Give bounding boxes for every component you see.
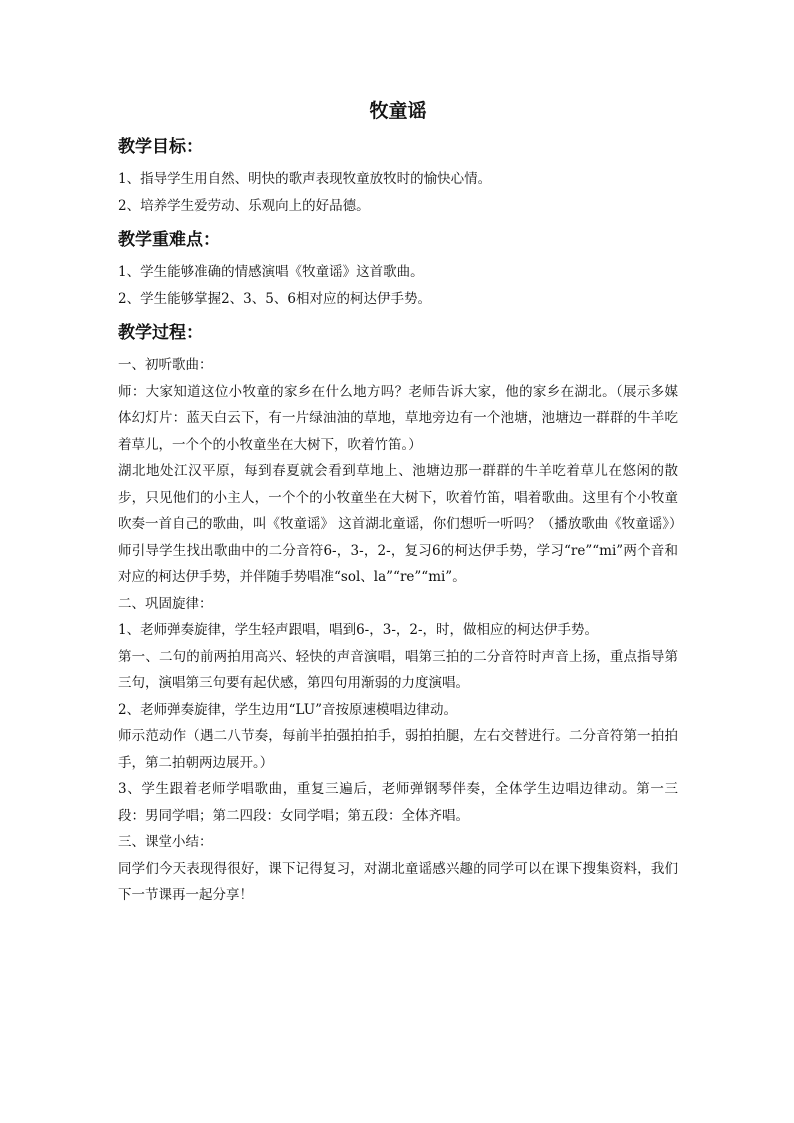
paragraph: 1、学生能够准确的情感演唱《牧童谣》这首歌曲。 (118, 264, 424, 280)
paragraph: 师示范动作（遇二八节奏，每前半拍强拍拍手，弱拍拍腿，左右交替进行。二分音符第一拍拍手，第二拍朝两边展开。） (118, 728, 678, 771)
paragraph: 二、巩固旋律： (118, 595, 213, 612)
paragraph: 湖北地处江汉平原，每到春夏就会看到草地上、池塘边那一群群的牛羊吃着草儿在悠闲的散步，只见他们的小主人，一个个的小牧童坐在大树下，吹着竹笛，唱着歌曲。这里有个小牧童吹奏一首自己的歌曲，叫《牧童谣》 这首湖北童谣，你们想听一听吗？（播放歌曲《牧童谣》） (118, 463, 683, 532)
paragraph: 第一、二句的前两拍用高兴、轻快的声音演唱，唱第三拍的二分音符时声音上扬，重点指导第三句，演唱第三句要有起伏感，第四句用渐弱的力度演唱。 (118, 648, 678, 691)
section-heading-key-points: 教学重难点： (118, 230, 220, 250)
document-title: 牧童谣 (369, 100, 427, 122)
paragraph: 师引导学生找出歌曲中的二分音符6-，3-，2-，复习6的柯达伊手势，学习“re”“mi”两个音和对应的柯达伊手势，并伴随手势唱准“sol、la”“re”“mi”。 (118, 542, 678, 585)
paragraph: 一、初听歌曲： (118, 357, 213, 373)
paragraph: 2、老师弹奏旋律，学生边用“LU”音按原速模唱边律动。 (118, 701, 457, 718)
paragraph: 1、老师弹奏旋律，学生轻声跟唱，唱到6-，3-，2-，时，做相应的柯达伊手势。 (118, 622, 599, 638)
paragraph: 1、指导学生用自然、明快的歌声表现牧童放牧时的愉快心情。 (118, 171, 492, 187)
paragraph: 三、课堂小结： (118, 834, 213, 850)
paragraph: 同学们今天表现得很好，课下记得复习，对湖北童谣感兴趣的同学可以在课下搜集资料，我们下一节课再一起分享！ (118, 860, 678, 903)
paragraph: 3、学生跟着老师学唱歌曲，重复三遍后，老师弹钢琴伴奏，全体学生边唱边律动。第一三段：男同学唱；第二四段：女同学唱；第五段：全体齐唱。 (118, 781, 678, 824)
paragraph: 师：大家知道这位小牧童的家乡在什么地方吗？老师告诉大家，他的家乡在湖北。（展示多媒体幻灯片：蓝天白云下，有一片绿油油的草地，草地旁边有一个池塘，池塘边一群群的牛羊吃着草儿，一个个的小牧童坐在大树下，吹着竹笛。） (118, 383, 678, 453)
paragraph: 2、培养学生爱劳动、乐观向上的好品德。 (118, 197, 370, 214)
document-page (118, 96, 683, 909)
section-heading-objectives: 教学目标： (118, 137, 203, 157)
paragraph: 2、学生能够掌握2、3、5、6相对应的柯达伊手势。 (118, 290, 431, 307)
section-heading-process: 教学过程： (118, 323, 203, 343)
